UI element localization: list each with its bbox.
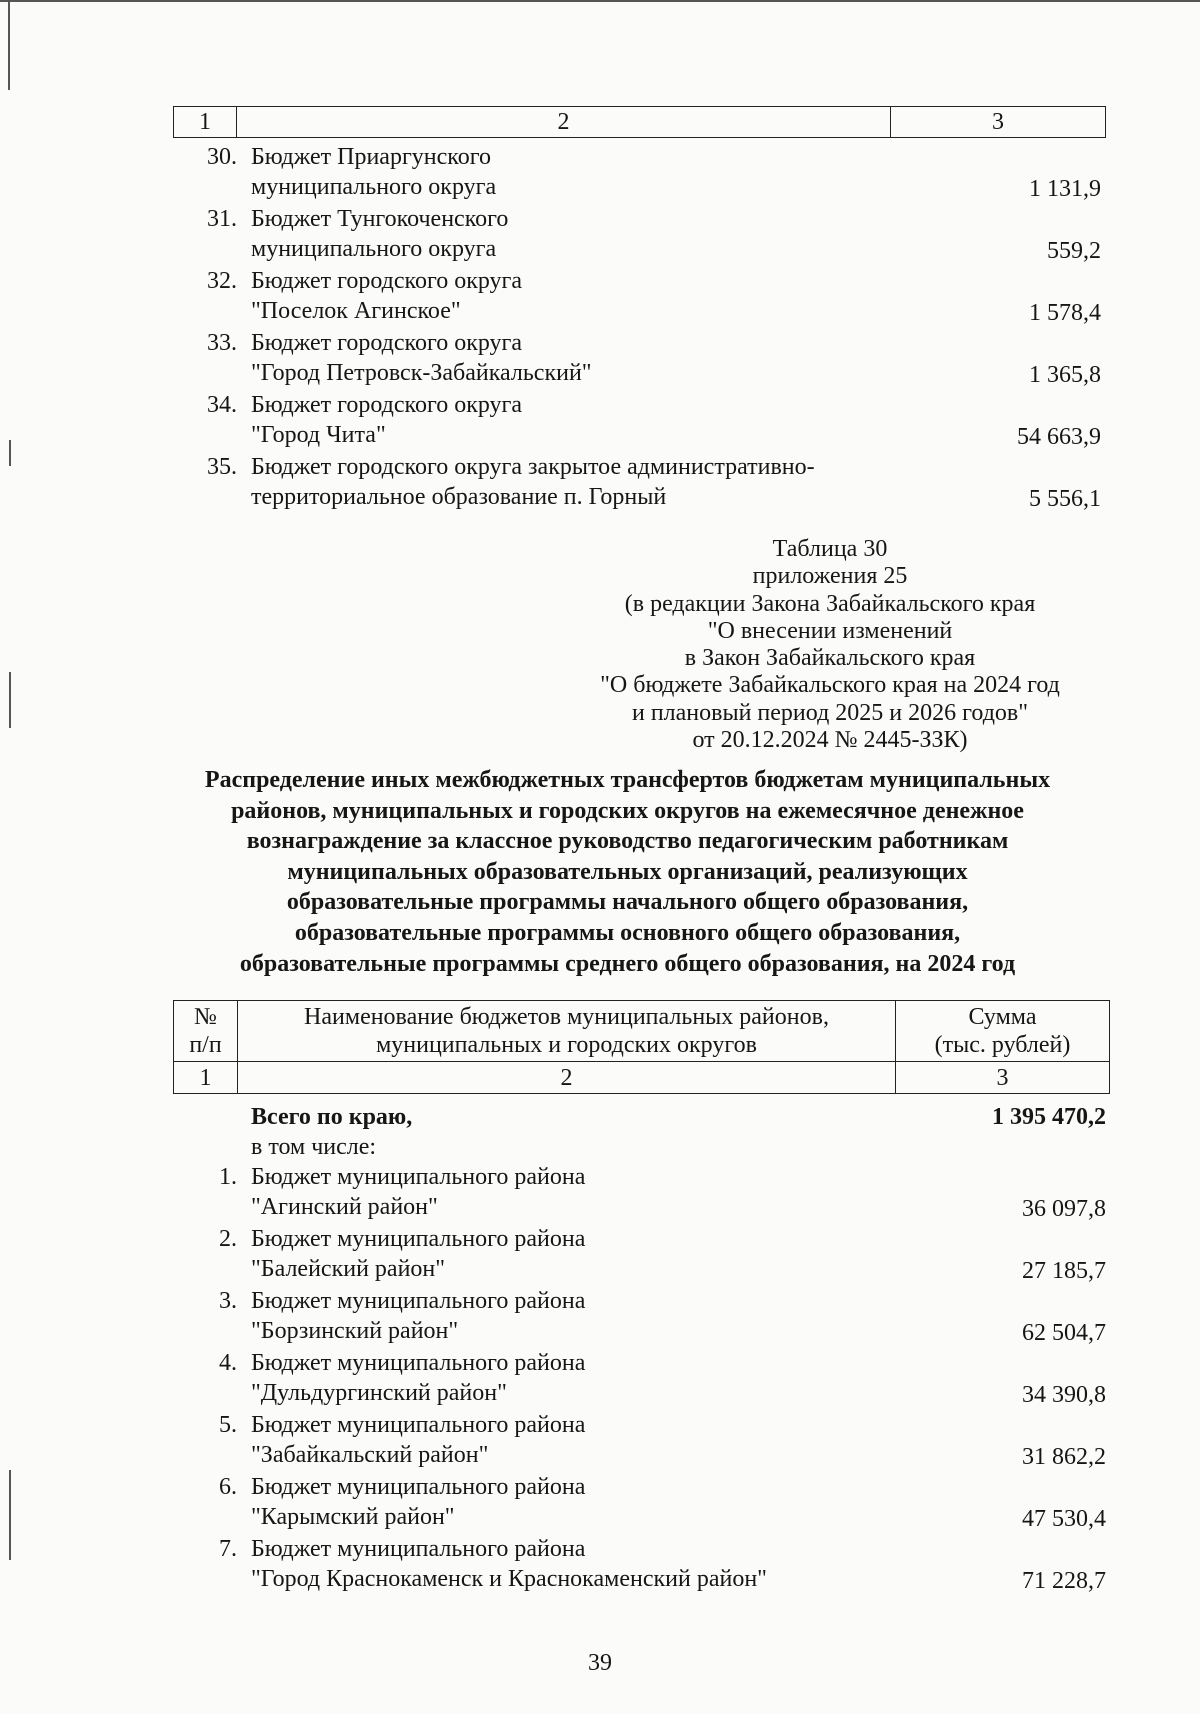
table1-body — [173, 142, 1101, 514]
total-row — [173, 1102, 1106, 1132]
row-name: Бюджет муниципального района "Карымский район" — [251, 1474, 586, 1530]
row-number: 5. — [219, 1412, 237, 1438]
row-amount: 62 504,7 — [1022, 1320, 1106, 1346]
caption-line: "О бюджете Забайкальского края на 2024 год — [600, 672, 1060, 699]
row-number: 3. — [219, 1288, 237, 1314]
title-line: образовательные программы среднего общего образования, на 2024 год — [239, 950, 1016, 977]
caption-line: (в редакции Закона Забайкальского края — [624, 590, 1036, 617]
title-line: муниципальных образовательных организаций, реализующих — [287, 858, 968, 885]
row-number: 4. — [219, 1350, 237, 1376]
row-number: 33. — [207, 330, 237, 356]
table-row — [173, 266, 1101, 328]
caption-line: приложения 25 — [752, 563, 908, 590]
row-name: Бюджет муниципального района "Балейский район" — [251, 1226, 586, 1282]
row-name: Бюджет Тунгокоченского муниципального округа — [251, 206, 509, 262]
table2-body — [173, 1102, 1106, 1596]
title-line: районов, муниципальных и городских округов на ежемесячное денежное — [231, 797, 1024, 824]
row-number: 1. — [219, 1164, 237, 1190]
row-amount: 1 365,8 — [1029, 362, 1101, 388]
table2-header — [173, 1000, 1110, 1062]
total-amount: 1 395 470,2 — [992, 1104, 1106, 1130]
row-amount: 559,2 — [1047, 238, 1101, 264]
scan-edge-left — [9, 1470, 11, 1560]
row-name: Бюджет муниципального района "Забайкальский район" — [251, 1412, 586, 1468]
table2-index-col1: 1 — [199, 1064, 212, 1091]
table2-header-number: № п/п — [189, 1004, 222, 1058]
scan-edge-left — [9, 672, 11, 728]
row-name: Бюджет муниципального района "Агинский район" — [251, 1164, 586, 1220]
page-number: 39 — [588, 1650, 612, 1676]
title-line: вознаграждение за классное руководство педагогическим работникам — [246, 828, 1009, 855]
row-number: 2. — [219, 1226, 237, 1252]
total-label: Всего по краю, — [251, 1104, 413, 1130]
table-row — [173, 1286, 1106, 1348]
row-amount: 71 228,7 — [1022, 1568, 1106, 1594]
row-number: 30. — [207, 144, 237, 170]
row-amount: 47 530,4 — [1022, 1506, 1106, 1532]
scan-edge-left — [9, 440, 11, 466]
table-row — [173, 390, 1101, 452]
row-name: Бюджет городского округа закрытое административно- территориальное образование п. Горный — [251, 454, 815, 510]
scan-edge-top — [0, 0, 1200, 2]
row-number: 7. — [219, 1536, 237, 1562]
table-row — [173, 204, 1101, 266]
table-row — [173, 1534, 1106, 1596]
table-row — [173, 1410, 1106, 1472]
title-line: образовательные программы начального общего образования, — [286, 889, 969, 916]
table2-header-name: Наименование бюджетов муниципальных районов, муниципальных и городских округов — [237, 1001, 895, 1061]
row-name: Бюджет муниципального района "Борзинский район" — [251, 1288, 586, 1344]
row-amount: 34 390,8 — [1022, 1382, 1106, 1408]
title-line: образовательные программы основного общего образования, — [294, 919, 961, 946]
row-name: Бюджет муниципального района "Дульдургинский район" — [251, 1350, 586, 1406]
table-row — [173, 452, 1101, 514]
table2-index-col2: 2 — [237, 1062, 895, 1093]
row-name: Бюджет муниципального района "Город Краснокаменск и Краснокаменский район" — [251, 1536, 767, 1592]
document-title — [175, 765, 1080, 979]
table-row — [173, 328, 1101, 390]
title-line: Распределение иных межбюджетных трансфертов бюджетам муниципальных — [204, 767, 1051, 793]
scan-edge-left — [8, 0, 10, 90]
row-number: 35. — [207, 454, 237, 480]
table-row — [173, 142, 1101, 204]
row-number: 31. — [207, 206, 237, 232]
subtotal-label: в том числе: — [251, 1134, 377, 1160]
caption-line: и плановый период 2025 и 2026 годов" — [631, 699, 1029, 726]
row-name: Бюджет Приаргунского муниципального округа — [251, 144, 497, 200]
subtotal-row — [173, 1132, 1106, 1162]
table1-header-col2: 2 — [236, 107, 890, 137]
row-name: Бюджет городского округа "Поселок Агинское" — [251, 268, 523, 324]
table1-header — [173, 106, 1106, 138]
table1-header-col3: 3 — [890, 107, 1105, 137]
table-row — [173, 1224, 1106, 1286]
caption-line: Таблица 30 — [772, 536, 888, 562]
table-caption — [560, 536, 1100, 754]
row-amount: 36 097,8 — [1022, 1196, 1106, 1222]
row-name: Бюджет городского округа "Город Чита" — [251, 392, 523, 448]
table-row — [173, 1472, 1106, 1534]
caption-line: от 20.12.2024 № 2445-ЗЗК) — [692, 727, 968, 754]
table2-header-amount: Сумма (тыс. рублей) — [895, 1001, 1109, 1061]
row-number: 6. — [219, 1474, 237, 1500]
row-amount: 31 862,2 — [1022, 1444, 1106, 1470]
row-amount: 54 663,9 — [1017, 424, 1101, 450]
table-row — [173, 1348, 1106, 1410]
caption-line: "О внесении изменений — [707, 617, 953, 644]
row-number: 34. — [207, 392, 237, 418]
table2-index-col3: 3 — [895, 1062, 1109, 1093]
caption-line: в Закон Забайкальского края — [684, 645, 976, 672]
row-amount: 27 185,7 — [1022, 1258, 1106, 1284]
row-number: 32. — [207, 268, 237, 294]
row-amount: 1 131,9 — [1029, 176, 1101, 202]
row-name: Бюджет городского округа "Город Петровск-Забайкальский" — [251, 330, 592, 386]
row-amount: 1 578,4 — [1029, 300, 1101, 326]
table2-index-row — [173, 1062, 1110, 1094]
table1-header-col1: 1 — [199, 109, 211, 135]
table-row — [173, 1162, 1106, 1224]
row-amount: 5 556,1 — [1029, 486, 1101, 512]
